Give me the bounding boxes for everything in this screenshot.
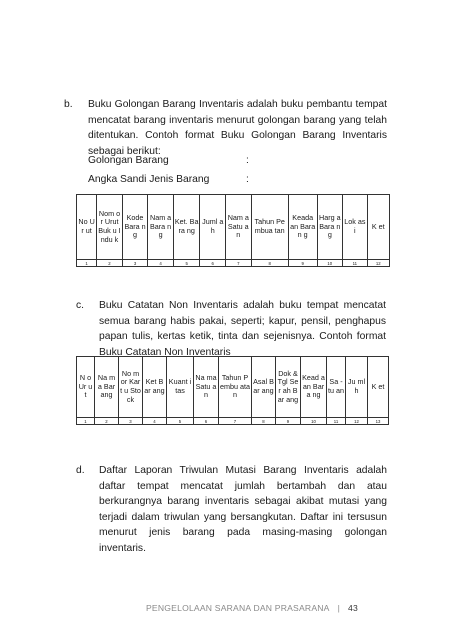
footer-separator: | — [337, 603, 341, 613]
column-number: 8 — [252, 418, 276, 425]
table-header-cell: Ket. Bara ng — [173, 195, 200, 260]
column-number: 5 — [167, 418, 194, 425]
section-c-marker: c. — [76, 300, 85, 311]
table-header-cell: Na ma Satu an — [194, 357, 219, 418]
column-number: 3 — [122, 260, 148, 267]
column-number: 12 — [367, 260, 389, 267]
table-header-cell: Na ma Bar ang — [95, 357, 119, 418]
table-header-cell: Nam a Satu an — [226, 195, 252, 260]
section-d-paragraph: Daftar Laporan Triwulan Mutasi Barang Inventaris adalah daftar tempat mencatat jumlah bertambah dan atau berkurangnya barang inventaris sebagai akibat mutasi yang terjadi dalam triwulan yang bersangkutan. Daftar ini tersusun menurut jenis barang pada masing-masing golongan inventaris. — [99, 465, 387, 554]
column-number: 1 — [77, 260, 97, 267]
table-header-cell: Dok & Tgl Ser ah Bar ang — [276, 357, 301, 418]
table-header-cell: N o Ur ut — [77, 357, 95, 418]
column-number: 10 — [317, 260, 343, 267]
table-header-cell: Kead aan Bara ng — [301, 357, 327, 418]
column-number: 4 — [143, 418, 167, 425]
column-number: 13 — [368, 418, 389, 425]
field-angka-sandi-colon: : — [246, 174, 249, 185]
field-angka-sandi-label: Angka Sandi Jenis Barang — [88, 174, 210, 185]
page-footer — [146, 603, 358, 613]
section-b-paragraph: Buku Golongan Barang Inventaris adalah buku pembantu tempat mencatat barang inventaris menurut golongan barang yang telah ditentukan. Contoh format Buku Golongan Barang Inventaris sebagai berikut: — [88, 99, 387, 157]
footer-title: PENGELOLAAN SARANA DAN PRASARANA — [146, 603, 330, 613]
table-header-cell: Keada an Baran g — [288, 195, 317, 260]
column-number: 9 — [288, 260, 317, 267]
column-number: 7 — [226, 260, 252, 267]
section-b-marker: b. — [64, 99, 73, 110]
table-header-cell: Lok asi — [343, 195, 367, 260]
table-header-cell: Nam a Bara ng — [148, 195, 174, 260]
column-number: 4 — [148, 260, 174, 267]
page-number: 43 — [348, 603, 358, 613]
table-header-cell: Ju mlh — [346, 357, 368, 418]
table-number-row — [77, 418, 389, 425]
column-number: 10 — [301, 418, 327, 425]
table-header-cell: Ket Bar ang — [143, 357, 167, 418]
table-header-cell: Tahun Pembu atan — [219, 357, 252, 418]
table-header-cell: No mor Kart u Sto ck — [119, 357, 143, 418]
column-number: 12 — [346, 418, 368, 425]
column-number: 7 — [219, 418, 252, 425]
table-header-cell: Juml ah — [200, 195, 226, 260]
table-header-cell: Asal Bar ang — [252, 357, 276, 418]
table-header-cell: Nom or Urut Buk u Indu k — [97, 195, 123, 260]
table-header-cell: K et — [368, 357, 389, 418]
column-number: 6 — [200, 260, 226, 267]
table-header-cell: Tahun Pembua tan — [251, 195, 288, 260]
column-number: 2 — [97, 260, 123, 267]
table-header-cell: Kode Bara ng — [122, 195, 148, 260]
table-header-cell: Harg a Bara ng — [317, 195, 343, 260]
non-inventaris-table — [76, 356, 389, 425]
table-number-row — [77, 260, 390, 267]
field-golongan-barang-colon: : — [246, 155, 249, 166]
column-number: 3 — [119, 418, 143, 425]
column-number: 11 — [327, 418, 346, 425]
section-d-marker: d. — [76, 465, 85, 476]
table-header-cell: Kuant itas — [167, 357, 194, 418]
table-header-row — [77, 357, 389, 418]
table-header-row — [77, 195, 390, 260]
column-number: 6 — [194, 418, 219, 425]
section-c-paragraph: Buku Catatan Non Inventaris adalah buku tempat mencatat semua barang habis pakai, seperti; kapur, pensil, penghapus papan tulis, kertas ketik, tinta dan sejenisnya. Contoh format Buku Catatan Non Inventaris — [99, 300, 386, 358]
golongan-barang-table — [76, 194, 390, 267]
column-number: 1 — [77, 418, 95, 425]
table-header-cell: No Ur ut — [77, 195, 97, 260]
table-header-cell: K et — [367, 195, 389, 260]
column-number: 2 — [95, 418, 119, 425]
column-number: 11 — [343, 260, 367, 267]
column-number: 5 — [173, 260, 200, 267]
table-header-cell: Sa - tu an — [327, 357, 346, 418]
column-number: 9 — [276, 418, 301, 425]
column-number: 8 — [251, 260, 288, 267]
field-golongan-barang-label: Golongan Barang — [88, 155, 169, 166]
